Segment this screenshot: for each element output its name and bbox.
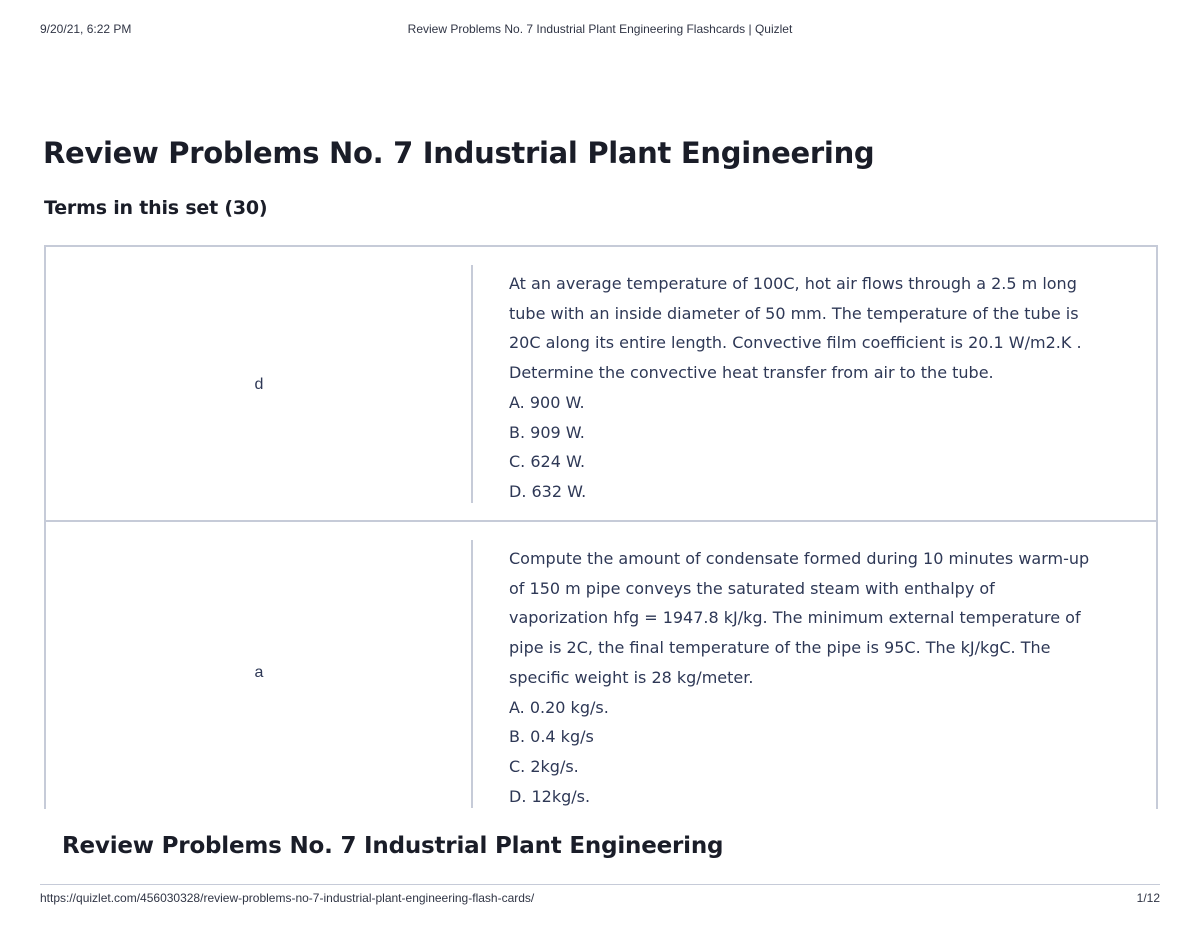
page-url: https://quizlet.com/456030328/review-problems-no-7-industrial-plant-engineering-flash-cards/ xyxy=(40,891,535,905)
page-number: 1/12 xyxy=(1136,891,1160,905)
answer-option: A. 900 W. xyxy=(509,392,585,412)
answer-option: B. 0.4 kg/s xyxy=(509,727,594,747)
answer-option: C. 2kg/s. xyxy=(509,756,579,776)
term-cell xyxy=(46,247,472,520)
table-row xyxy=(46,247,1156,522)
print-date-time: 9/20/21, 6:22 PM xyxy=(40,22,132,36)
definition-line: tube with an inside diameter of 50 mm. The temperature of the tube is xyxy=(509,303,1079,323)
definition-text xyxy=(509,269,1119,507)
print-footer xyxy=(40,884,1160,911)
print-document-title: Review Problems No. 7 Industrial Plant Engineering Flashcards | Quizlet xyxy=(407,22,793,36)
term-text: a xyxy=(254,664,264,681)
definition-line: At an average temperature of 100C, hot air flows through a 2.5 m long xyxy=(509,274,1077,293)
answer-option: D. 632 W. xyxy=(509,481,587,501)
answer-option: D. 12kg/s. xyxy=(509,786,591,806)
page-title: Review Problems No. 7 Industrial Plant Engineering xyxy=(43,136,875,170)
table-row xyxy=(46,522,1156,809)
definition-line: 20C along its entire length. Convective film coefficient is 20.1 W/m2.K . xyxy=(509,333,1082,353)
answer-option: A. 0.20 kg/s. xyxy=(509,697,609,717)
definition-line: of 150 m pipe conveys the saturated steam with enthalpy of xyxy=(509,578,995,598)
definition-line: pipe is 2C, the final temperature of the pipe is 95C. The kJ/kgC. The xyxy=(509,638,1051,658)
definition-text xyxy=(509,544,1119,809)
answer-option: B. 909 W. xyxy=(509,422,585,442)
definition-line: Determine the convective heat transfer from air to the tube. xyxy=(509,363,994,383)
definition-line: vaporization hfg = 1947.8 kJ/kg. The minimum external temperature of xyxy=(509,608,1081,628)
definition-line: Compute the amount of condensate formed during 10 minutes warm-up xyxy=(509,549,1090,568)
terms-table xyxy=(44,245,1158,809)
answer-option: C. 624 W. xyxy=(509,452,586,472)
definition-line: specific weight is 28 kg/meter. xyxy=(509,667,754,687)
print-header xyxy=(40,22,1160,40)
footer-set-title: Review Problems No. 7 Industrial Plant Engineering xyxy=(62,833,724,859)
term-text: d xyxy=(254,376,264,393)
cell-divider xyxy=(471,265,473,503)
terms-heading: Terms in this set (30) xyxy=(44,197,268,219)
cell-divider xyxy=(471,540,473,808)
term-cell xyxy=(46,522,472,809)
